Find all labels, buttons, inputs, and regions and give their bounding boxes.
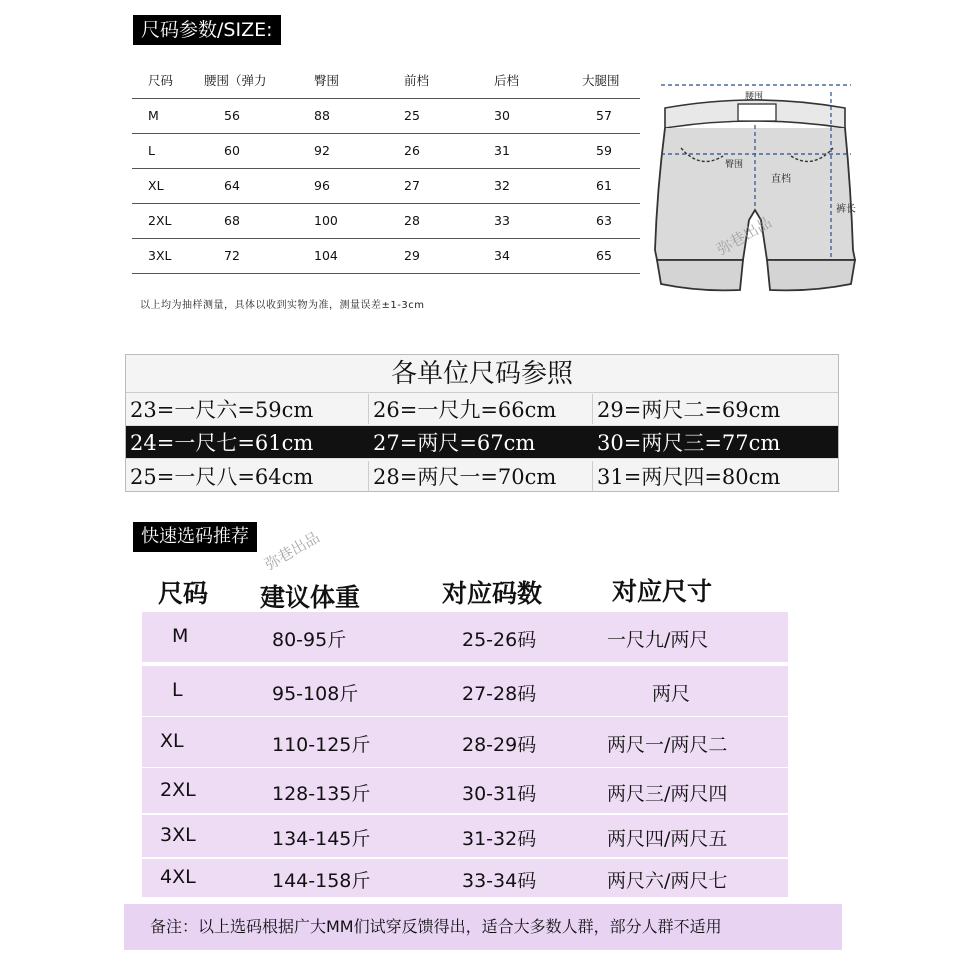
cell-thigh: 65 [562, 238, 640, 273]
rec-cell-weight: 80-95斤 [272, 629, 347, 651]
recommendation-header [140, 570, 790, 610]
diagram-length-label: 裤长 [836, 204, 856, 215]
size-table [132, 62, 640, 274]
header-front-rise: 前档 [404, 72, 430, 88]
table-row [142, 859, 788, 897]
cell-size: M [132, 98, 194, 133]
unit-reference-title: 各单位尺码参照 [126, 355, 838, 393]
cell-back-rise: 34 [474, 238, 562, 273]
cell-size: 3XL [132, 238, 194, 273]
cell-front-rise: 27 [384, 168, 474, 203]
unit-cell: 29=两尺二=69cm [592, 394, 838, 424]
rec-cell-measure: 一尺九/两尺 [607, 629, 709, 651]
unit-reference-row [126, 426, 838, 459]
cell-back-rise: 33 [474, 203, 562, 238]
rec-cell-size: 4XL [160, 866, 196, 888]
header-size: 尺码 [148, 72, 174, 88]
cell-thigh: 57 [562, 98, 640, 133]
table-row [142, 666, 788, 716]
cell-hip: 92 [294, 133, 384, 168]
cell-back-rise: 31 [474, 133, 562, 168]
table-row [142, 612, 788, 662]
unit-reference-row [126, 393, 838, 426]
rec-cell-measure: 两尺 [652, 683, 691, 705]
cell-thigh: 63 [562, 203, 640, 238]
cell-hip: 96 [294, 168, 384, 203]
rec-cell-weight: 128-135斤 [272, 783, 371, 805]
rec-cell-code: 27-28码 [462, 683, 537, 705]
rec-cell-weight: 134-145斤 [272, 828, 371, 850]
cell-waist: 56 [194, 98, 294, 133]
table-row [132, 238, 640, 273]
table-row [132, 203, 640, 238]
rec-cell-measure: 两尺六/两尺七 [607, 870, 728, 892]
watermark: 弥巷出品 [713, 213, 775, 259]
rec-cell-code: 25-26码 [462, 629, 537, 651]
rec-cell-measure: 两尺三/两尺四 [607, 783, 728, 805]
unit-cell: 27=两尺=67cm [368, 427, 592, 457]
unit-cell: 24=一尺七=61cm [130, 431, 314, 455]
unit-reference-row [126, 459, 838, 492]
recommendation-note: 备注：以上选码根据广大MM们试穿反馈得出，适合大多数人群，部分人群不适用 [124, 904, 842, 950]
diagram-waist-label: 腰围 [745, 92, 764, 102]
header-thigh: 大腿围 [582, 72, 620, 88]
rec-cell-size: 3XL [160, 824, 196, 846]
cell-hip: 100 [294, 203, 384, 238]
rec-cell-weight: 95-108斤 [272, 683, 359, 705]
rec-cell-code: 30-31码 [462, 783, 537, 805]
cell-front-rise: 26 [384, 133, 474, 168]
watermark: 弥巷出品 [261, 528, 323, 574]
table-row [132, 98, 640, 133]
unit-cell: 23=一尺六=59cm [130, 398, 314, 422]
cell-back-rise: 30 [474, 98, 562, 133]
unit-cell: 31=两尺四=80cm [592, 461, 838, 491]
rec-header-code: 对应码数 [442, 579, 543, 608]
cell-hip: 88 [294, 98, 384, 133]
cell-thigh: 61 [562, 168, 640, 203]
measure-note: 以上均为抽样测量，具体以收到实物为准，测量误差±1-3cm [140, 300, 425, 311]
cell-hip: 104 [294, 238, 384, 273]
table-row [142, 815, 788, 857]
cell-back-rise: 32 [474, 168, 562, 203]
rec-header-size: 尺码 [158, 579, 209, 608]
table-row [132, 168, 640, 203]
diagram-hip-label: 臀围 [725, 160, 744, 170]
rec-cell-weight: 144-158斤 [272, 870, 371, 892]
cell-thigh: 59 [562, 133, 640, 168]
cell-size: L [132, 133, 194, 168]
cell-waist: 68 [194, 203, 294, 238]
table-row [132, 133, 640, 168]
rec-cell-code: 28-29码 [462, 734, 537, 756]
rec-cell-size: L [172, 679, 183, 701]
cell-waist: 72 [194, 238, 294, 273]
cell-front-rise: 29 [384, 238, 474, 273]
rec-header-weight: 建议体重 [260, 583, 361, 612]
diagram-rise-label: 直档 [771, 174, 791, 185]
cell-front-rise: 28 [384, 203, 474, 238]
quick-pick-section-label: 快速选码推荐 [133, 522, 257, 552]
shorts-diagram [645, 70, 870, 340]
table-row [142, 717, 788, 767]
cell-size: XL [132, 168, 194, 203]
rec-cell-weight: 110-125斤 [272, 734, 371, 756]
rec-cell-size: 2XL [160, 779, 196, 801]
size-table-header [132, 62, 640, 98]
unit-reference-table [125, 354, 839, 492]
header-back-rise: 后档 [494, 72, 520, 88]
rec-header-measure: 对应尺寸 [612, 577, 713, 606]
unit-cell: 30=两尺三=77cm [592, 427, 838, 457]
cell-size: 2XL [132, 203, 194, 238]
rec-cell-size: M [172, 625, 189, 647]
size-section-label: 尺码参数/SIZE: [133, 15, 281, 45]
unit-cell: 25=一尺八=64cm [130, 464, 314, 489]
cell-waist: 64 [194, 168, 294, 203]
shorts-illustration [645, 70, 870, 340]
rec-cell-code: 31-32码 [462, 828, 537, 850]
rec-cell-code: 33-34码 [462, 870, 537, 892]
unit-cell: 28=两尺一=70cm [368, 461, 592, 491]
cell-waist: 60 [194, 133, 294, 168]
rec-cell-measure: 两尺四/两尺五 [607, 828, 728, 850]
cell-front-rise: 25 [384, 98, 474, 133]
rec-cell-size: XL [160, 730, 184, 752]
table-row [142, 768, 788, 813]
rec-cell-measure: 两尺一/两尺二 [607, 734, 728, 756]
header-hip: 臀围 [314, 72, 340, 88]
unit-cell: 26=一尺九=66cm [368, 394, 592, 424]
header-waist: 腰围（弹力 [204, 72, 267, 88]
